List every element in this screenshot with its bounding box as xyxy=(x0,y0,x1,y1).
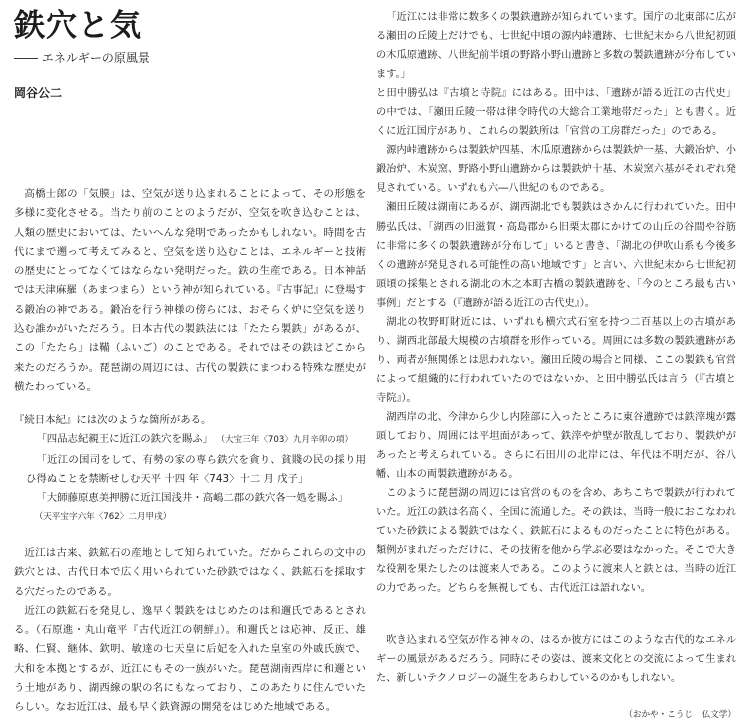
author-signature: （おかや・こうじ 仏文学） xyxy=(624,710,736,720)
quote-intro: 『続日本紀』には次のような箇所がある。 xyxy=(14,414,212,426)
right-para-6: 湖西岸の北、今津から少し内陸部に入ったところに東谷遺跡では鉄滓塊が露頭しており、周囲には平坦面があって、鉄滓や炉壁が散乱しており、製鉄炉があったと考えられている。さらに石田川の北岸には、年代は不明だが、谷八幡、山本の両製鉄遺跡がある。 xyxy=(376,411,736,481)
quote-1 xyxy=(14,430,366,450)
article-subtitle: ―― エネルギーの原風景 xyxy=(14,51,150,65)
para-after-quotes: 近江は古来、鉄鉱石の産地として知られていた。だからこれらの文中の鉄穴とは、古代日本で広く用いられていた砂鉄ではなく、鉄鉱石を採取する穴だったのである。 xyxy=(14,547,366,598)
right-para-7: このように琵琶湖の周辺には官営のものを含め、あちこちで製鉄が行われていた。近江の鉄は名高く、全国に流通した。その鉄は、当時一般におこなわれていた砂鉄による製鉄ではなく、鉄鉱石によるものだったことに特色がある。類例がまれだっただけに、その技術を他から学ぶ必要はなかった。そこで大きな役割を果たしたのは渡来人である。このように渡来人と鉄とは、当時の近江の力であった。どちらを無視しても、古代近江は語れない。 xyxy=(376,488,736,595)
right-body xyxy=(376,8,736,598)
quote-2: 「近江の国司をして、有勢の家の専ら鉄穴を貪り、貧賤の民の採り用ひ得ぬことを禁断せしむ天平 十四 年〈743〉十二 月 戊子」 xyxy=(26,453,366,485)
right-para-4: 瀬田丘陵は湖南にあるが、湖西湖北でも製鉄はさかんに行われていた。田中勝弘氏は、「湖西の旧滋賀・高島郡から旧栗太郡にかけての山丘の谷間や谷筋に非常に多くの製鉄遺跡が分布して」いると書き、「湖北の伊吹山系も今後多くの遺跡が発見される可能性の高い地域です」と言い、六世紀末から七世紀初頭頃の採集とされる湖北の木之本町古橋の製鉄遺跡を、「今のところ最も古い事例」だとする（『遺跡が語る近江の古代史』）。 xyxy=(376,202,736,309)
closing-paragraph: 吹き込まれる空気が作る神々の、はるか彼方にはこのような古代的なエネルギーの風景があるだろう。同時にその姿は、渡来文化との交流によって生まれた、新しいテクノロジーの誕生をあらわしているのかもしれない。 xyxy=(376,635,736,685)
quote-1-source: （大宝三年〈703〉九月辛卯の項） xyxy=(216,435,354,446)
quote-section xyxy=(14,411,366,528)
quote-1-text: 「四品志紀親王に近江の鉄穴を賜ふ」 xyxy=(36,433,214,446)
article-title: 鉄穴と気 xyxy=(14,8,142,44)
iron-ore-section xyxy=(14,544,366,718)
quote-3: 「大師藤原恵美押勝に近江国浅井・高嶋二郡の鉄穴各一処を賜ふ」 xyxy=(36,492,349,505)
right-para-3: 源内峠遺跡からは製鉄炉四基、木瓜原遺跡からは製鉄炉一基、大鍛冶炉、小鍛冶炉、木炭窯、野路小野山遺跡からは製鉄炉十基、木炭窯六基がそれぞれ発見されている。いずれも六―八世紀のものである。 xyxy=(376,145,736,195)
closing-section xyxy=(376,631,736,688)
intro-section xyxy=(14,185,366,397)
right-para-1: 「近江には非常に数多くの製鉄遺跡が知られています。国庁の北東部に広がる瀬田の丘陵上だけでも、七世紀中頃の源内峠遺跡、七世紀末から八世紀初頭の木瓜原遺跡、八世紀前半頃の野路小野山遺跡と多数の製鉄遺跡が分布しています。」 xyxy=(376,12,736,81)
right-para-2: と田中勝弘は『古墳と寺院』にはある。田中は、「遺跡が語る近江の古代史」の中では、「瀬田丘陵一帯は律令時代の大総合工業地帯だった」とも書く。近くに近江国庁があり、これらの製鉄所は「官営の工房群だった」のである。 xyxy=(376,88,736,138)
quote-3-source: （天平宝字六年〈762〉二月甲戌） xyxy=(34,512,172,523)
author-name: 岡谷公二 xyxy=(14,86,63,100)
intro-paragraph: 高橋士郎の「気膜」は、空気が送り込まれることによって、その形態を多様に変化させる。当たり前のことのようだが、空気を吹き込むことは、人類の歴史においては、たいへんな発明であったかもしれない。時間を古代にまで遡って考えてみると、空気を送り込むことは、エネルギーと技術の歴史にとってなくてはならない発明だった。鉄の生産である。日本神話では天津麻羅（あまつまら）という神が知られている。『古事記』に登場する鍛冶の神である。鍛冶を行う神様の傍らには、おそらく炉に空気を送り込む誰かがいただろう。日本古代の製鉄法には「たたら製鉄」があるが、この「たたら」は鞴（ふいご）のことである。それではその鉄はどこから来たのだろうか。琵琶湖の周辺には、古代の製鉄にまつわる特殊な歴史が横たわっている。 xyxy=(14,188,366,393)
right-para-5: 湖北の牧野町財近には、いずれも横穴式石室を持つ二百基以上の古墳があり、湖西北部最大規模の古墳群を形作っている。周囲には多数の製鉄遺跡があり、両者が無関係とは思われない。瀬田丘陵の場合と同様、ここの製鉄も官営によって組織的に行われていたのではないか、と田中勝弘氏は言う（『古墳と寺院』）。 xyxy=(376,316,736,404)
para-wani: 近江の鉄鉱石を発見し、逸早く製鉄をはじめたのは和邇氏であるとされる。（石原進・丸山竜平『古代近江の朝鮮』）。和邇氏とは応神、反正、雄略、仁賢、継体、欽明、敏達の七天皇に后妃を入れた皇室の外戚氏族で、大和を本拠とするが、近江にもその一族がいた。琵琶湖南西岸に和邇という土地があり、湖西線の駅の名にもなっており、このあたりに住んでいたらしい。なお近江は、最も早く鉄資源の開発をはじめた地域である。 xyxy=(14,604,366,714)
